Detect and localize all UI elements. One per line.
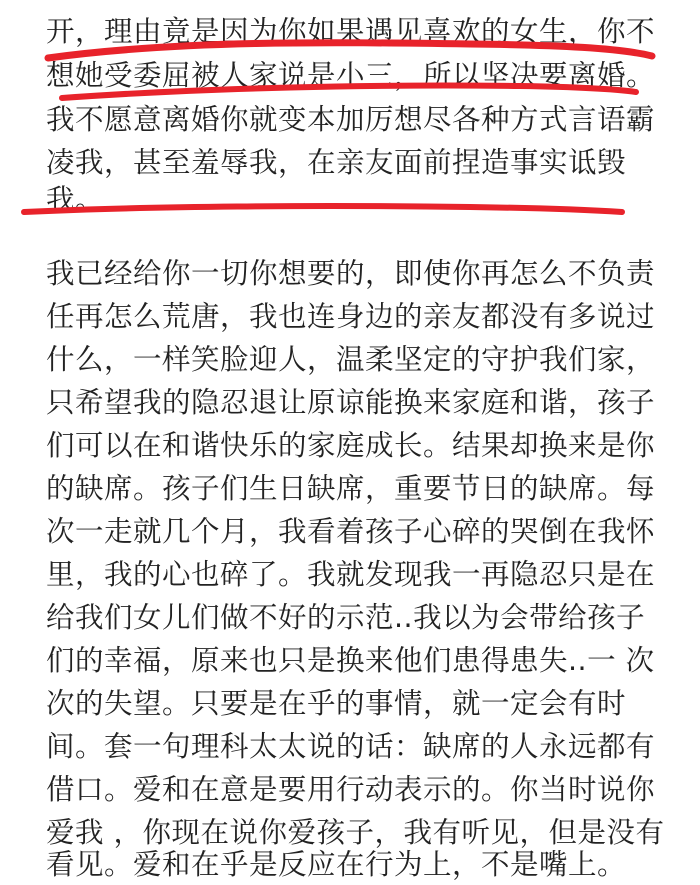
text-line: 我。 — [46, 183, 105, 216]
text-line: 里，我的心也碎了。我就发现我一再隐忍只是在 — [46, 558, 656, 591]
text-line: 我已经给你一切你想要的，即使你再怎么不负责 — [46, 257, 656, 290]
text-line: 开，理由竟是因为你如果遇见喜欢的女生，你不 — [46, 15, 656, 48]
text-line: 们的幸福，原来也只是换来他们患得患失..一 次 — [46, 644, 655, 677]
text-line: 次一走就几个月，我看着孩子心碎的哭倒在我怀 — [46, 515, 656, 548]
text-line: 的缺席。孩子们生日缺席，重要节日的缺席。每 — [46, 472, 656, 505]
text-line: 借口。爱和在意是要用行动表示的。你当时说你 — [46, 773, 656, 806]
text-line: 给我们女儿们做不好的示范..我以为会带给孩子 — [46, 601, 646, 634]
text-line: 爱我 ，你现在说你爱孩子，我有听见，但是没有 — [46, 816, 665, 849]
text-line: 次的失望。只要是在乎的事情，就一定会有时 — [46, 687, 627, 720]
text-line: 们可以在和谐快乐的家庭成长。结果却换来是你 — [46, 429, 656, 462]
text-line: 任再怎么荒唐，我也连身边的亲友都没有多说过 — [46, 300, 656, 333]
text-line: 间。套一句理科太太说的话：缺席的人永远都有 — [46, 730, 656, 763]
text-line: 什么，一样笑脸迎人，温柔坚定的守护我们家， — [46, 343, 656, 376]
text-line: 我不愿意离婚你就变本加厉想尽各种方式言语霸 — [46, 103, 656, 136]
text-line: 想她受委屈被人家说是小三，所以坚决要离婚。 — [46, 59, 656, 92]
text-line: 看见。爱和在乎是反应在行为上，不是嘴上。 — [46, 848, 627, 881]
text-line: 凌我，甚至羞辱我，在亲友面前捏造事实诋毁 — [46, 146, 627, 179]
text-line: 只希望我的隐忍退让原谅能换来家庭和谐，孩子 — [46, 386, 656, 419]
